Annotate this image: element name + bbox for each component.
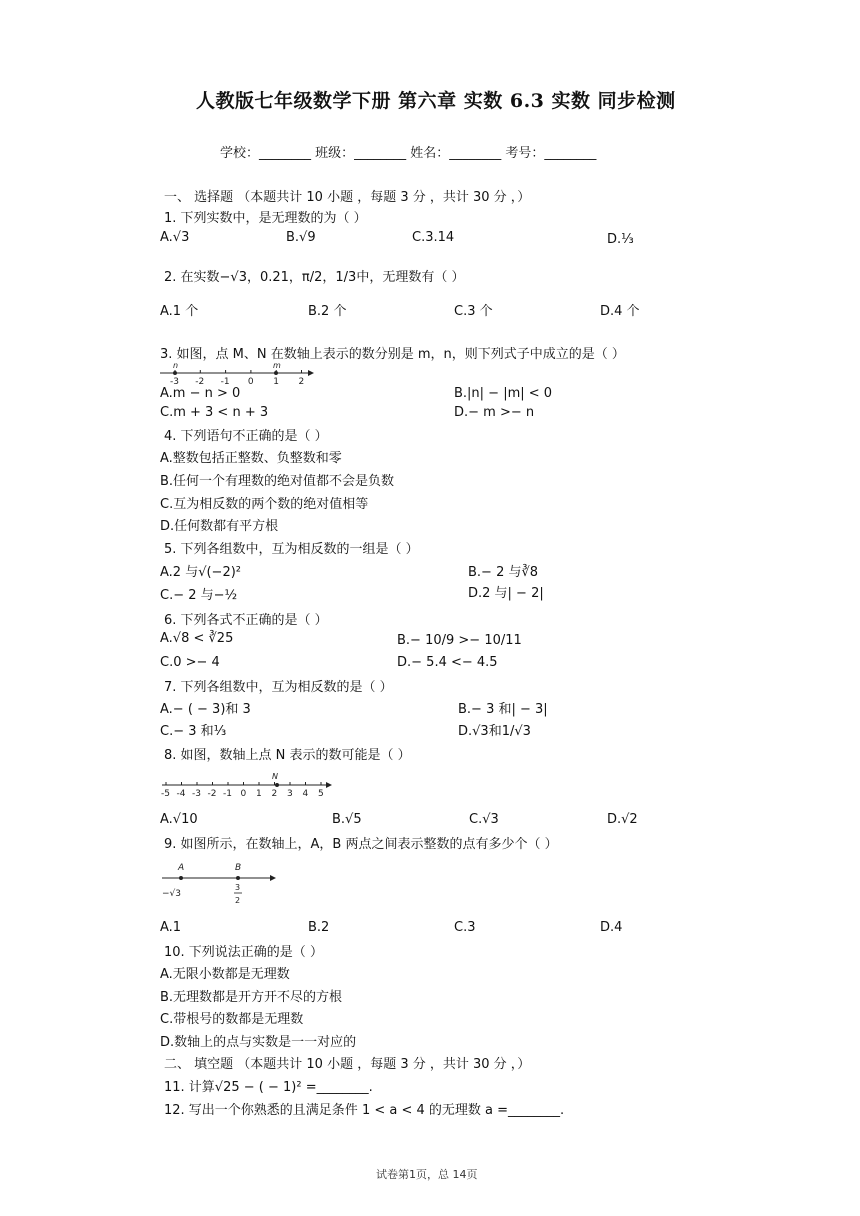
axis-tick-label: 4 (302, 789, 309, 799)
question-2-option-d: D.4 个 (600, 304, 640, 319)
axis-tick-label: -4 (176, 789, 186, 799)
point-b-value-numerator: 3 (235, 883, 241, 892)
question-3-option-c: C.m + 3 < n + 3 (160, 405, 269, 420)
question-5-option-a: A.2 与√(−2)² (160, 565, 242, 580)
question-10-option-c: C.带根号的数都是无理数 (160, 1012, 304, 1027)
axis-tick-label: -3 (170, 377, 179, 387)
axis-tick-label: 0 (240, 789, 247, 799)
question-11-stem: 11. 计算√25 − ( − 1)² =________. (164, 1080, 373, 1095)
point-n-dot (275, 783, 279, 787)
point-n-label: N (272, 772, 278, 781)
question-3-stem: 3. 如图，点 M、N 在数轴上表示的数分别是 m，n，则下列式子中成立的是（ ） (160, 347, 625, 362)
question-8-number-line (158, 768, 334, 804)
question-3-option-d: D.− m >− n (454, 405, 535, 420)
question-7-stem: 7. 下列各组数中，互为相反数的是（ ） (164, 680, 393, 695)
question-4-option-d: D.任何数都有平方根 (160, 519, 279, 534)
section-heading-choice: 一、 选择题 （本题共计 10 小题 ，每题 3 分 ，共计 30 分 ，） (164, 190, 531, 205)
point-b-dot (236, 876, 240, 880)
question-2-option-a: A.1 个 (160, 304, 199, 319)
page-title: 人教版七年级数学下册 第六章 实数 6.3 实数 同步检测 (196, 90, 676, 112)
question-4-option-c: C.互为相反数的两个数的绝对值相等 (160, 497, 369, 512)
question-1-stem: 1. 下列实数中，是无理数的为（ ） (164, 211, 367, 226)
question-6-option-c: C.0 >− 4 (160, 655, 220, 670)
question-2-option-b: B.2 个 (308, 304, 347, 319)
question-12-stem: 12. 写出一个你熟悉的且满足条件 1 < a < 4 的无理数 a =________. (164, 1103, 565, 1118)
student-info-line: 学校：________ 班级：________ 姓名：________ 考号：________ (220, 146, 597, 161)
axis-tick-label: -2 (207, 789, 217, 799)
axis-tick-label: -5 (161, 789, 170, 799)
question-10-stem: 10. 下列说法正确的是（ ） (164, 945, 323, 960)
axis-tick-label: 1 (273, 377, 279, 387)
question-8-stem: 8. 如图，数轴上点 N 表示的数可能是（ ） (164, 748, 411, 763)
question-5-stem: 5. 下列各组数中，互为相反数的一组是（ ） (164, 542, 419, 557)
point-a-label: A (178, 863, 185, 873)
axis-tick-label: -2 (195, 377, 205, 387)
question-3-option-b: B.|n| − |m| < 0 (454, 386, 553, 401)
section-heading-fill: 二、 填空题 （本题共计 10 小题 ，每题 3 分 ，共计 30 分 ，） (164, 1057, 531, 1072)
question-8-option-b: B.√5 (332, 812, 362, 827)
question-8-option-d: D.√2 (607, 812, 638, 827)
point-a-dot (179, 876, 183, 880)
question-10-option-d: D.数轴上的点与实数是一一对应的 (160, 1035, 357, 1050)
axis-tick-label: 2 (271, 789, 278, 799)
question-9-number-line (158, 857, 280, 913)
point-m-label: m (273, 361, 281, 370)
axis-tick-label: -1 (220, 377, 230, 387)
question-10-option-a: A.无限小数都是无理数 (160, 967, 290, 982)
question-4-option-b: B.任何一个有理数的绝对值都不会是负数 (160, 474, 395, 489)
axis-tick-label: -3 (192, 789, 201, 799)
point-n-dot (173, 371, 177, 375)
axis-tick-label: 5 (318, 789, 324, 799)
question-9-option-d: D.4 (600, 920, 623, 935)
point-b-value-denominator: 2 (235, 896, 241, 905)
axis-tick-label: 2 (298, 377, 305, 387)
question-6-stem: 6. 下列各式不正确的是（ ） (164, 613, 328, 628)
question-2-option-c: C.3 个 (454, 304, 493, 319)
axis-tick-label: 3 (287, 789, 293, 799)
axis-tick-label: 0 (247, 377, 254, 387)
point-n-label: n (173, 361, 179, 370)
question-3-option-a: A.m − n > 0 (160, 386, 241, 401)
question-9-option-c: C.3 (454, 920, 476, 935)
question-1-option-b: B.√9 (286, 230, 316, 245)
question-8-option-c: C.√3 (469, 812, 499, 827)
question-4-stem: 4. 下列语句不正确的是（ ） (164, 429, 328, 444)
page-footer: 试卷第1页，总 14页 (376, 1168, 478, 1181)
question-6-option-a: A.√8 < ∛25 (160, 631, 234, 646)
question-1-option-a: A.√3 (160, 230, 190, 245)
question-9-stem: 9. 如图所示，在数轴上，A，B 两点之间表示整数的点有多少个（ ） (164, 837, 558, 852)
question-4-option-a: A.整数包括正整数、负整数和零 (160, 451, 342, 466)
question-5-option-d: D.2 与| − 2| (468, 586, 544, 601)
question-7-option-a: A.− ( − 3)和 3 (160, 702, 251, 717)
axis-tick-label: 1 (256, 789, 262, 799)
question-1-option-d: D.⅓ (607, 232, 634, 247)
point-b-label: B (235, 863, 242, 873)
question-2-stem: 2. 在实数−√3，0.21，π/2，1/3中，无理数有（ ） (164, 270, 465, 285)
question-8-option-a: A.√10 (160, 812, 198, 827)
question-7-option-c: C.− 3 和⅓ (160, 724, 227, 739)
question-9-option-b: B.2 (308, 920, 330, 935)
axis-tick-label: -1 (223, 789, 232, 799)
point-m-dot (274, 371, 278, 375)
question-6-option-b: B.− 10/9 >− 10/11 (397, 633, 522, 648)
question-10-option-b: B.无理数都是开方开不尽的方根 (160, 990, 343, 1005)
point-a-value: −√3 (162, 889, 182, 899)
question-1-option-c: C.3.14 (412, 230, 455, 245)
question-3-number-line (158, 359, 318, 387)
question-5-option-b: B.− 2 与∛8 (468, 565, 539, 580)
question-9-option-a: A.1 (160, 920, 182, 935)
question-5-option-c: C.− 2 与−½ (160, 588, 238, 603)
question-7-option-d: D.√3和1/√3 (458, 724, 531, 739)
question-7-option-b: B.− 3 和| − 3| (458, 702, 548, 717)
question-6-option-d: D.− 5.4 <− 4.5 (397, 655, 498, 670)
